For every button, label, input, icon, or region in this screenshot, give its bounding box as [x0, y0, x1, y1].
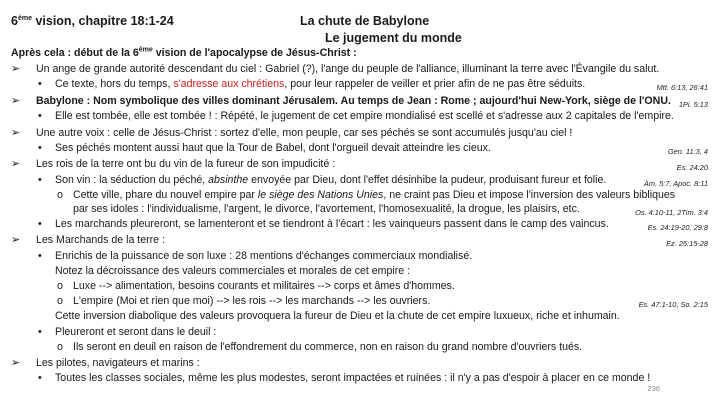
dot-bullet-icon: •: [38, 78, 42, 90]
scripture-reference: 1Pi. 5:13: [678, 100, 708, 109]
item-text: Les rois de la terre ont bu du vin de la fureur de son impudicité :: [36, 158, 336, 170]
intro-text: Après cela : début de la 6: [11, 47, 139, 59]
scripture-reference: Es. 24:19-20, 29:8: [647, 223, 708, 232]
intro-ordinal: ème: [138, 46, 153, 54]
circle-bullet-icon: o: [57, 341, 63, 353]
page-number: 236: [647, 384, 660, 393]
item-text: Cette ville, phare du nouvel empire par: [73, 189, 258, 201]
dot-bullet-icon: •: [38, 250, 42, 262]
item-text: Luxe --> alimentation, besoins courants et militaires --> corps et âmes d'hommes.: [73, 280, 455, 292]
item-text: Une autre voix : celle de Jésus-Christ : sortez d'elle, mon peuple, car ses péchés se sont accumulés jusqu'au ciel !: [36, 127, 573, 139]
item-text-end: , ne craint pas Dieu et impose l'inversion des valeurs bibliques: [383, 189, 676, 201]
page-subtitle: Le jugement du monde: [325, 31, 462, 45]
scripture-reference: Gen. 11:3, 4: [667, 147, 708, 156]
page-title: La chute de Babylone: [300, 14, 430, 28]
dot-bullet-icon: •: [38, 326, 42, 338]
vision-ordinal: ème: [17, 14, 32, 22]
item-text: par ses idoles : l'individualisme, l'argent, le divorce, l'avortement, l'homosexualité, la drogue, les plaisirs, etc.: [73, 203, 580, 215]
dot-bullet-icon: •: [38, 142, 42, 154]
scripture-reference: Es. 24:20: [676, 163, 708, 172]
item-text: Notez la décroissance des valeurs commerciales et morales de cet empire :: [55, 265, 411, 277]
item-text: Les pilotes, navigateurs et marins :: [36, 357, 200, 369]
circle-bullet-icon: o: [57, 189, 63, 201]
scripture-reference: Es. 47:1-10, So. 2:15: [638, 300, 708, 309]
vision-chapter-label: [11, 14, 174, 28]
item-text: Cette inversion diabolique des valeurs provoquera la fureur de Dieu et la chute de cet empire luxueux, riche et inhumain.: [55, 310, 620, 322]
intro-text-end: vision de l'apocalypse de Jésus-Christ :: [152, 47, 357, 59]
item-text: Les Marchands de la terre :: [36, 234, 165, 246]
arrow-bullet-icon: ➢: [11, 234, 21, 246]
item-text: Ce texte, hors du temps,: [55, 78, 174, 90]
item-text: Enrichis de la puissance de son luxe : 28 mentions d'échanges commerciaux mondialisé.: [55, 250, 473, 262]
dot-bullet-icon: •: [38, 372, 42, 384]
scripture-reference: Ez. 25:15-28: [666, 239, 708, 248]
item-text: Pleureront et seront dans le deuil :: [55, 326, 217, 338]
circle-bullet-icon: o: [57, 295, 63, 307]
item-text-end: , pour leur rappeler de veiller et prier afin de ne pas être séduits.: [284, 78, 586, 90]
item-text: Babylone : Nom symbolique des villes dominant Jérusalem. Au temps de Jean : Rome ; aujourd'hui New-York, siège de l'ONU.: [36, 95, 671, 107]
arrow-bullet-icon: ➢: [11, 357, 21, 369]
scripture-reference: Mtt. 6:13, 26:41: [656, 83, 708, 92]
dot-bullet-icon: •: [38, 174, 42, 186]
item-text: Toutes les classes sociales, même les plus modestes, seront impactées et ruinées : il n'y a pas d'espoir à placer en ce monde !: [55, 372, 651, 384]
italic-text: absinthe: [208, 174, 249, 186]
arrow-bullet-icon: ➢: [11, 127, 21, 139]
item-text: Ses péchés montent aussi haut que la Tour de Babel, dont l'orgueil devait atteindre les cieux.: [55, 142, 491, 154]
item-text: Les marchands pleureront, se lamenteront et se tiendront à l'écart : les vainqueurs passent dans le camp des vaincus.: [55, 218, 609, 230]
item-text: Ils seront en deuil en raison de l'effondrement du commerce, non en raison du grand nombre d'ouvriers tués.: [73, 341, 583, 353]
highlight-text: s'adresse aux chrétiens: [173, 78, 285, 90]
italic-text: le siège des Nations Unies: [257, 189, 384, 201]
dot-bullet-icon: •: [38, 110, 42, 122]
item-text: L'empire (Moi et rien que moi) --> les rois --> les marchands --> les ouvriers.: [73, 295, 431, 307]
scripture-reference: Am. 5:7, Apoc. 8:11: [643, 179, 708, 188]
arrow-bullet-icon: ➢: [11, 158, 21, 170]
vision-number: 6: [11, 14, 18, 28]
chapter-text: vision, chapitre 18:1-24: [31, 14, 174, 28]
item-text: Un ange de grande autorité descendant du ciel : Gabriel (?), l'ange du peuple de l'alliance, illuminant la terre avec l'Évangile du salut.: [36, 63, 660, 75]
circle-bullet-icon: o: [57, 280, 63, 292]
dot-bullet-icon: •: [38, 218, 42, 230]
item-text-end: envoyée par Dieu, dont l'effet désinhibe la pudeur, produisant fureur et folie.: [248, 174, 607, 186]
arrow-bullet-icon: ➢: [11, 95, 21, 107]
arrow-bullet-icon: ➢: [11, 63, 21, 75]
scripture-reference: Os. 4:10-11, 2Tim. 3:4: [635, 208, 708, 217]
item-text: Elle est tombée, elle est tombée ! : Répété, le jugement de cet empire mondialisé est scellé et s'adresse aux 2 capitales de l'empire.: [55, 110, 674, 122]
item-text: Son vin : la séduction du péché,: [55, 174, 209, 186]
